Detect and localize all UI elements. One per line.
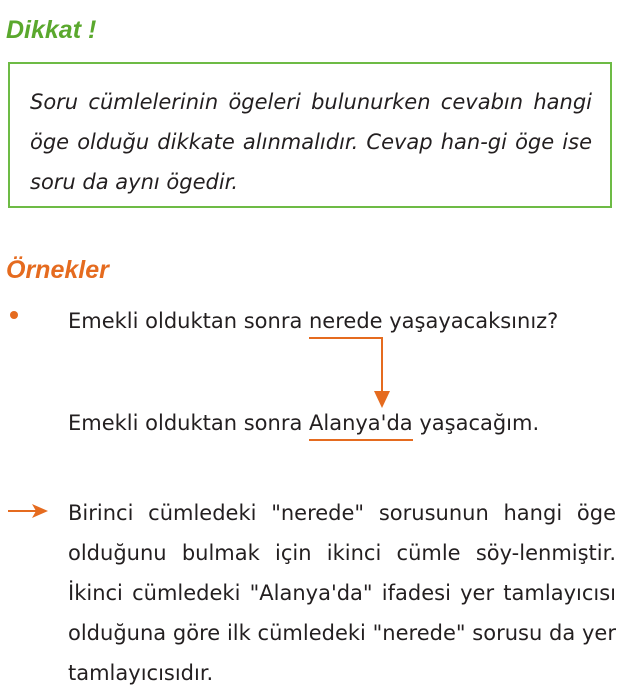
dikkat-note-text: Soru cümlelerinin ögeleri bulunurken cevabın hangi öge olduğu dikkate alınmalıdır. Cevap han-gi öge ise soru da aynı ögedir. [30,90,592,194]
example-question-sentence [68,306,558,336]
answer-suffix: yaşacağım. [412,411,540,435]
question-highlight-word: nerede [309,306,383,336]
dikkat-note-box [8,62,612,208]
dikkat-heading: Dikkat ! [6,16,97,44]
explanation-text: Birinci cümledeki "nerede" sorusunun hangi öge olduğunu bulmak için ikinci cümle söy-lenmiştir. İkinci cümledeki "Alanya'da" ifadesi yer tamlayıcısı olduğuna göre ilk cümledeki "nerede" sorusu da yer tamlayıcısıdır. [68,501,616,685]
arrow-right-icon [8,503,48,519]
ornekler-heading: Örnekler [6,256,109,284]
question-prefix: Emekli olduktan sonra [68,309,309,333]
arrow-down-icon [370,337,394,409]
question-suffix: yaşayacaksınız? [382,309,559,333]
answer-prefix: Emekli olduktan sonra [68,411,309,435]
answer-highlight-word: Alanya'da [309,408,413,438]
bullet-icon [10,311,18,319]
example-answer-sentence [68,408,539,438]
